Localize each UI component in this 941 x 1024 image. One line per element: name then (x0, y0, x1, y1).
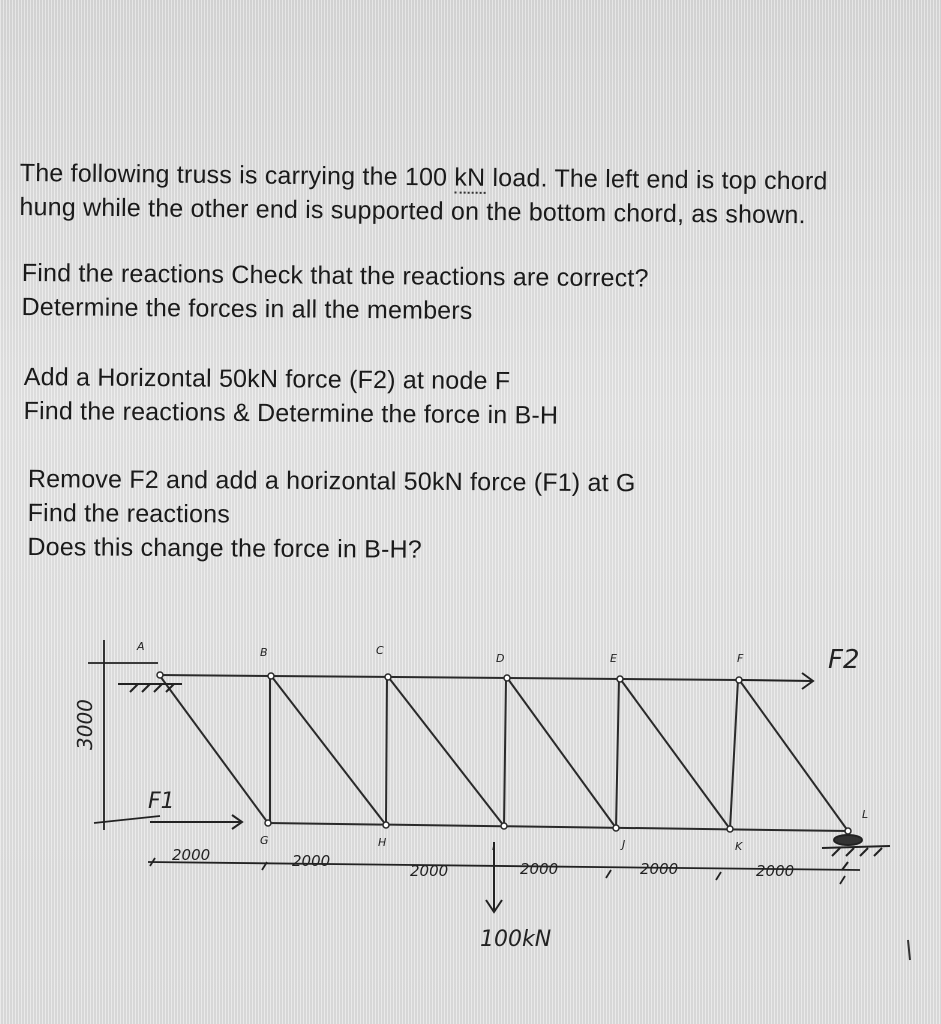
diagonal-a-g (160, 676, 268, 823)
node-f (736, 677, 742, 683)
span-label: 2000 (292, 852, 331, 870)
node-a (157, 672, 163, 678)
node-label-f: F (737, 652, 744, 665)
node-label-d: D (496, 652, 505, 665)
node-label-b: B (260, 646, 268, 659)
span-ticks (148, 858, 860, 884)
node-i (501, 823, 507, 829)
truss-members (158, 675, 848, 831)
vertical-e-j (616, 679, 619, 828)
node-label-l: L (862, 808, 869, 821)
top-chord (158, 675, 740, 680)
node-label-a: A (137, 640, 145, 653)
task-3 (27, 462, 635, 568)
diagonal-b-h (272, 677, 386, 825)
task-3-line-1: Remove F2 and add a horizontal 50kN force (F1) at G (27, 464, 636, 498)
force-f2-arrow-icon (742, 673, 813, 689)
vertical-c-h (386, 677, 387, 825)
node-k (727, 826, 733, 832)
span-label: 2000 (640, 860, 679, 878)
task-2-line-1: Add a Horizontal 50kN force (F2) at node F (23, 362, 511, 396)
span-label: 2000 (520, 860, 559, 878)
node-labels (136, 640, 868, 853)
node-label-k: K (735, 840, 743, 853)
problem-statement (19, 156, 827, 232)
force-f1-label: F1 (148, 789, 175, 814)
node-label-c: C (376, 644, 384, 657)
node-b (268, 673, 274, 679)
height-label: 3000 (73, 699, 97, 750)
task-2 (23, 360, 558, 433)
node-l (845, 828, 851, 834)
truss-diagram (0, 620, 941, 1024)
node-g (265, 820, 271, 826)
pin-support-a-icon (118, 684, 182, 692)
span-label: 2000 (172, 846, 211, 864)
stray-mark (908, 940, 910, 960)
vertical-d-i (504, 678, 506, 826)
statement-text: load. The left end is top chord (485, 163, 828, 196)
diagonal-e-k (621, 680, 730, 829)
node-c (385, 674, 391, 680)
span-label: 2000 (756, 862, 795, 880)
task-1-line-1: Find the reactions Check that the reactions are correct? (21, 258, 649, 293)
node-e (617, 676, 623, 682)
node-label-e: E (610, 652, 617, 665)
node-h (383, 822, 389, 828)
force-f2-label: F2 (828, 645, 860, 675)
roller-support-l-icon (822, 835, 890, 870)
vertical-f-k (730, 680, 738, 829)
statement-text: The following truss is carrying the 100 (19, 158, 455, 192)
task-3-line-2: Find the reactions (27, 498, 231, 529)
task-1 (21, 256, 648, 329)
node-label-g: G (260, 834, 269, 847)
diagonal-d-j (508, 679, 616, 828)
load-label: 100kN (480, 927, 552, 952)
diagonal-f-l (740, 681, 848, 831)
diagonal-c-i (389, 678, 504, 826)
task-1-line-2: Determine the forces in all the members (21, 292, 473, 325)
task-3-line-3: Does this change the force in B-H? (27, 532, 423, 564)
force-f1-arrow-icon (150, 815, 242, 829)
unit-kn: kN (454, 163, 486, 192)
task-2-line-2: Find the reactions & Determine the force in B-H (23, 396, 559, 430)
span-label: 2000 (410, 862, 449, 880)
node-label-i: I (492, 840, 496, 853)
node-label-h: H (378, 836, 387, 849)
node-d (504, 675, 510, 681)
node-j (613, 825, 619, 831)
bottom-chord (268, 823, 848, 831)
node-label-j: J (622, 838, 626, 851)
statement-line-2: hung while the other end is supported on the bottom chord, as shown. (19, 192, 806, 230)
